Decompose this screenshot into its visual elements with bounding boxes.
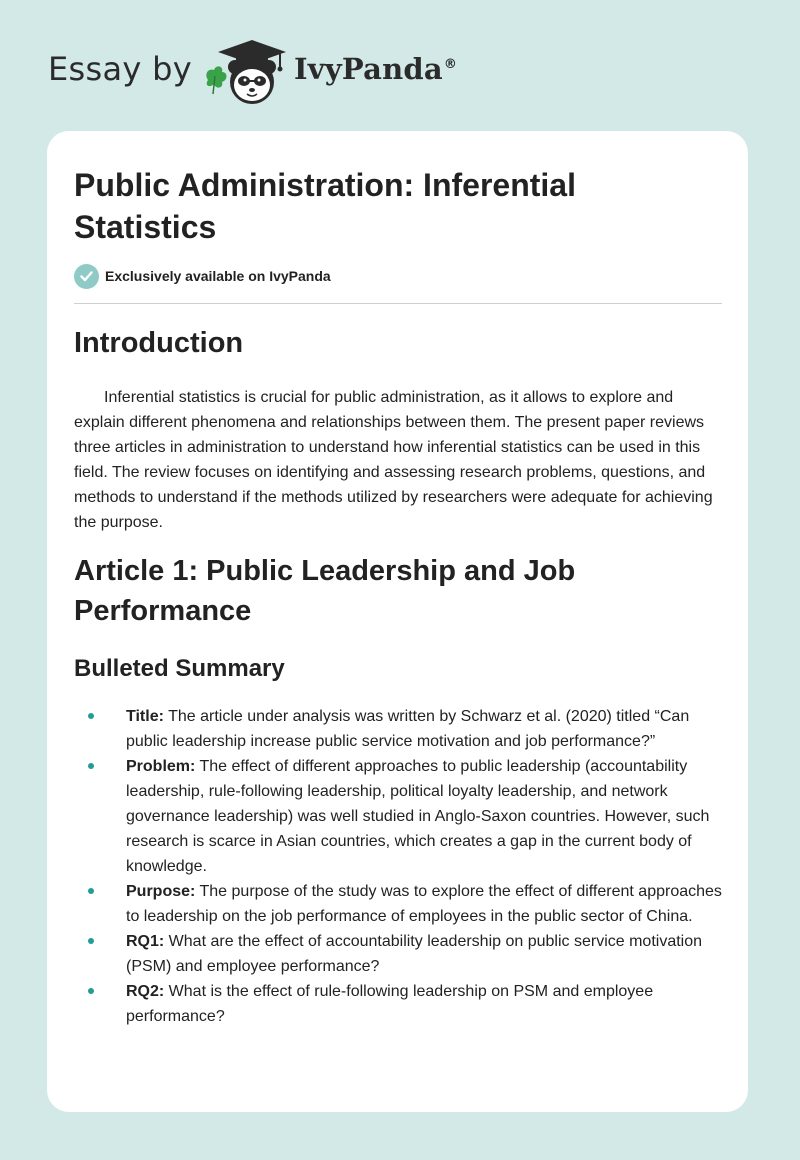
list-item-text: The purpose of the study was to explore the effect of different approaches to leadership on the job performance of employees in the public sector of China. xyxy=(126,883,722,925)
bullet-icon xyxy=(88,938,94,944)
article1-heading: Article 1: Public Leadership and Job Performance xyxy=(74,555,576,627)
brand-name xyxy=(294,52,457,86)
list-item xyxy=(74,979,724,1029)
bullet-icon xyxy=(88,888,94,894)
list-item-text: The article under analysis was written by Schwarz et al. (2020) titled “Can public leadership increase public service motivation and job performance?” xyxy=(126,708,690,750)
list-item-label: Purpose: xyxy=(126,883,196,900)
list-item xyxy=(74,704,724,754)
exclusive-text: Exclusively available on IvyPanda xyxy=(105,268,331,284)
check-icon xyxy=(74,264,99,289)
list-item-label: RQ1: xyxy=(126,933,165,950)
bulleted-summary-heading: Bulleted Summary xyxy=(74,655,285,682)
introduction-paragraph: Inferential statistics is crucial for public administration, as it allows to explore and explain different phenomena and relationships between them. The present paper reviews three articles in administration to understand how inferential statistics can be used in this field. The review focuses on identifying and assessing research problems, questions, and methods to understand if the methods utilized by researchers were adequate for achieving the purpose. xyxy=(74,389,713,531)
list-item xyxy=(74,879,724,929)
list-item xyxy=(74,929,724,979)
list-item-text: What are the effect of accountability leadership on public service motivation (PSM) and employee performance? xyxy=(126,933,703,975)
exclusive-badge xyxy=(74,263,331,289)
introduction-heading: Introduction xyxy=(74,327,244,359)
list-item xyxy=(74,754,724,879)
list-item-text: What is the effect of rule-following leadership on PSM and employee performance? xyxy=(126,983,654,1025)
list-item-label: Title: xyxy=(126,708,164,725)
bullet-icon xyxy=(88,713,94,719)
page-title: Public Administration: Inferential Statistics xyxy=(74,167,576,245)
brand-logo[interactable] xyxy=(48,36,508,116)
summary-list xyxy=(74,704,724,1029)
brand-prefix: Essay by xyxy=(48,50,192,88)
list-item-label: RQ2: xyxy=(126,983,165,1000)
divider xyxy=(74,303,722,304)
list-item-label: Problem: xyxy=(126,758,196,775)
bullet-icon xyxy=(88,988,94,994)
bullet-icon xyxy=(88,763,94,769)
panda-logo-icon xyxy=(202,36,288,108)
registered-mark: ® xyxy=(443,57,458,73)
essay-card xyxy=(47,131,748,1112)
list-item-text: The effect of different approaches to public leadership (accountability leadership, rule-following leadership, political loyalty leadership, and network governance leadership) was well studied in Anglo-Saxon countries. However, such research is scarce in Asian countries, which creates a gap in the current body of knowledge. xyxy=(126,758,710,875)
brand-name-text: IvyPanda xyxy=(294,52,443,86)
